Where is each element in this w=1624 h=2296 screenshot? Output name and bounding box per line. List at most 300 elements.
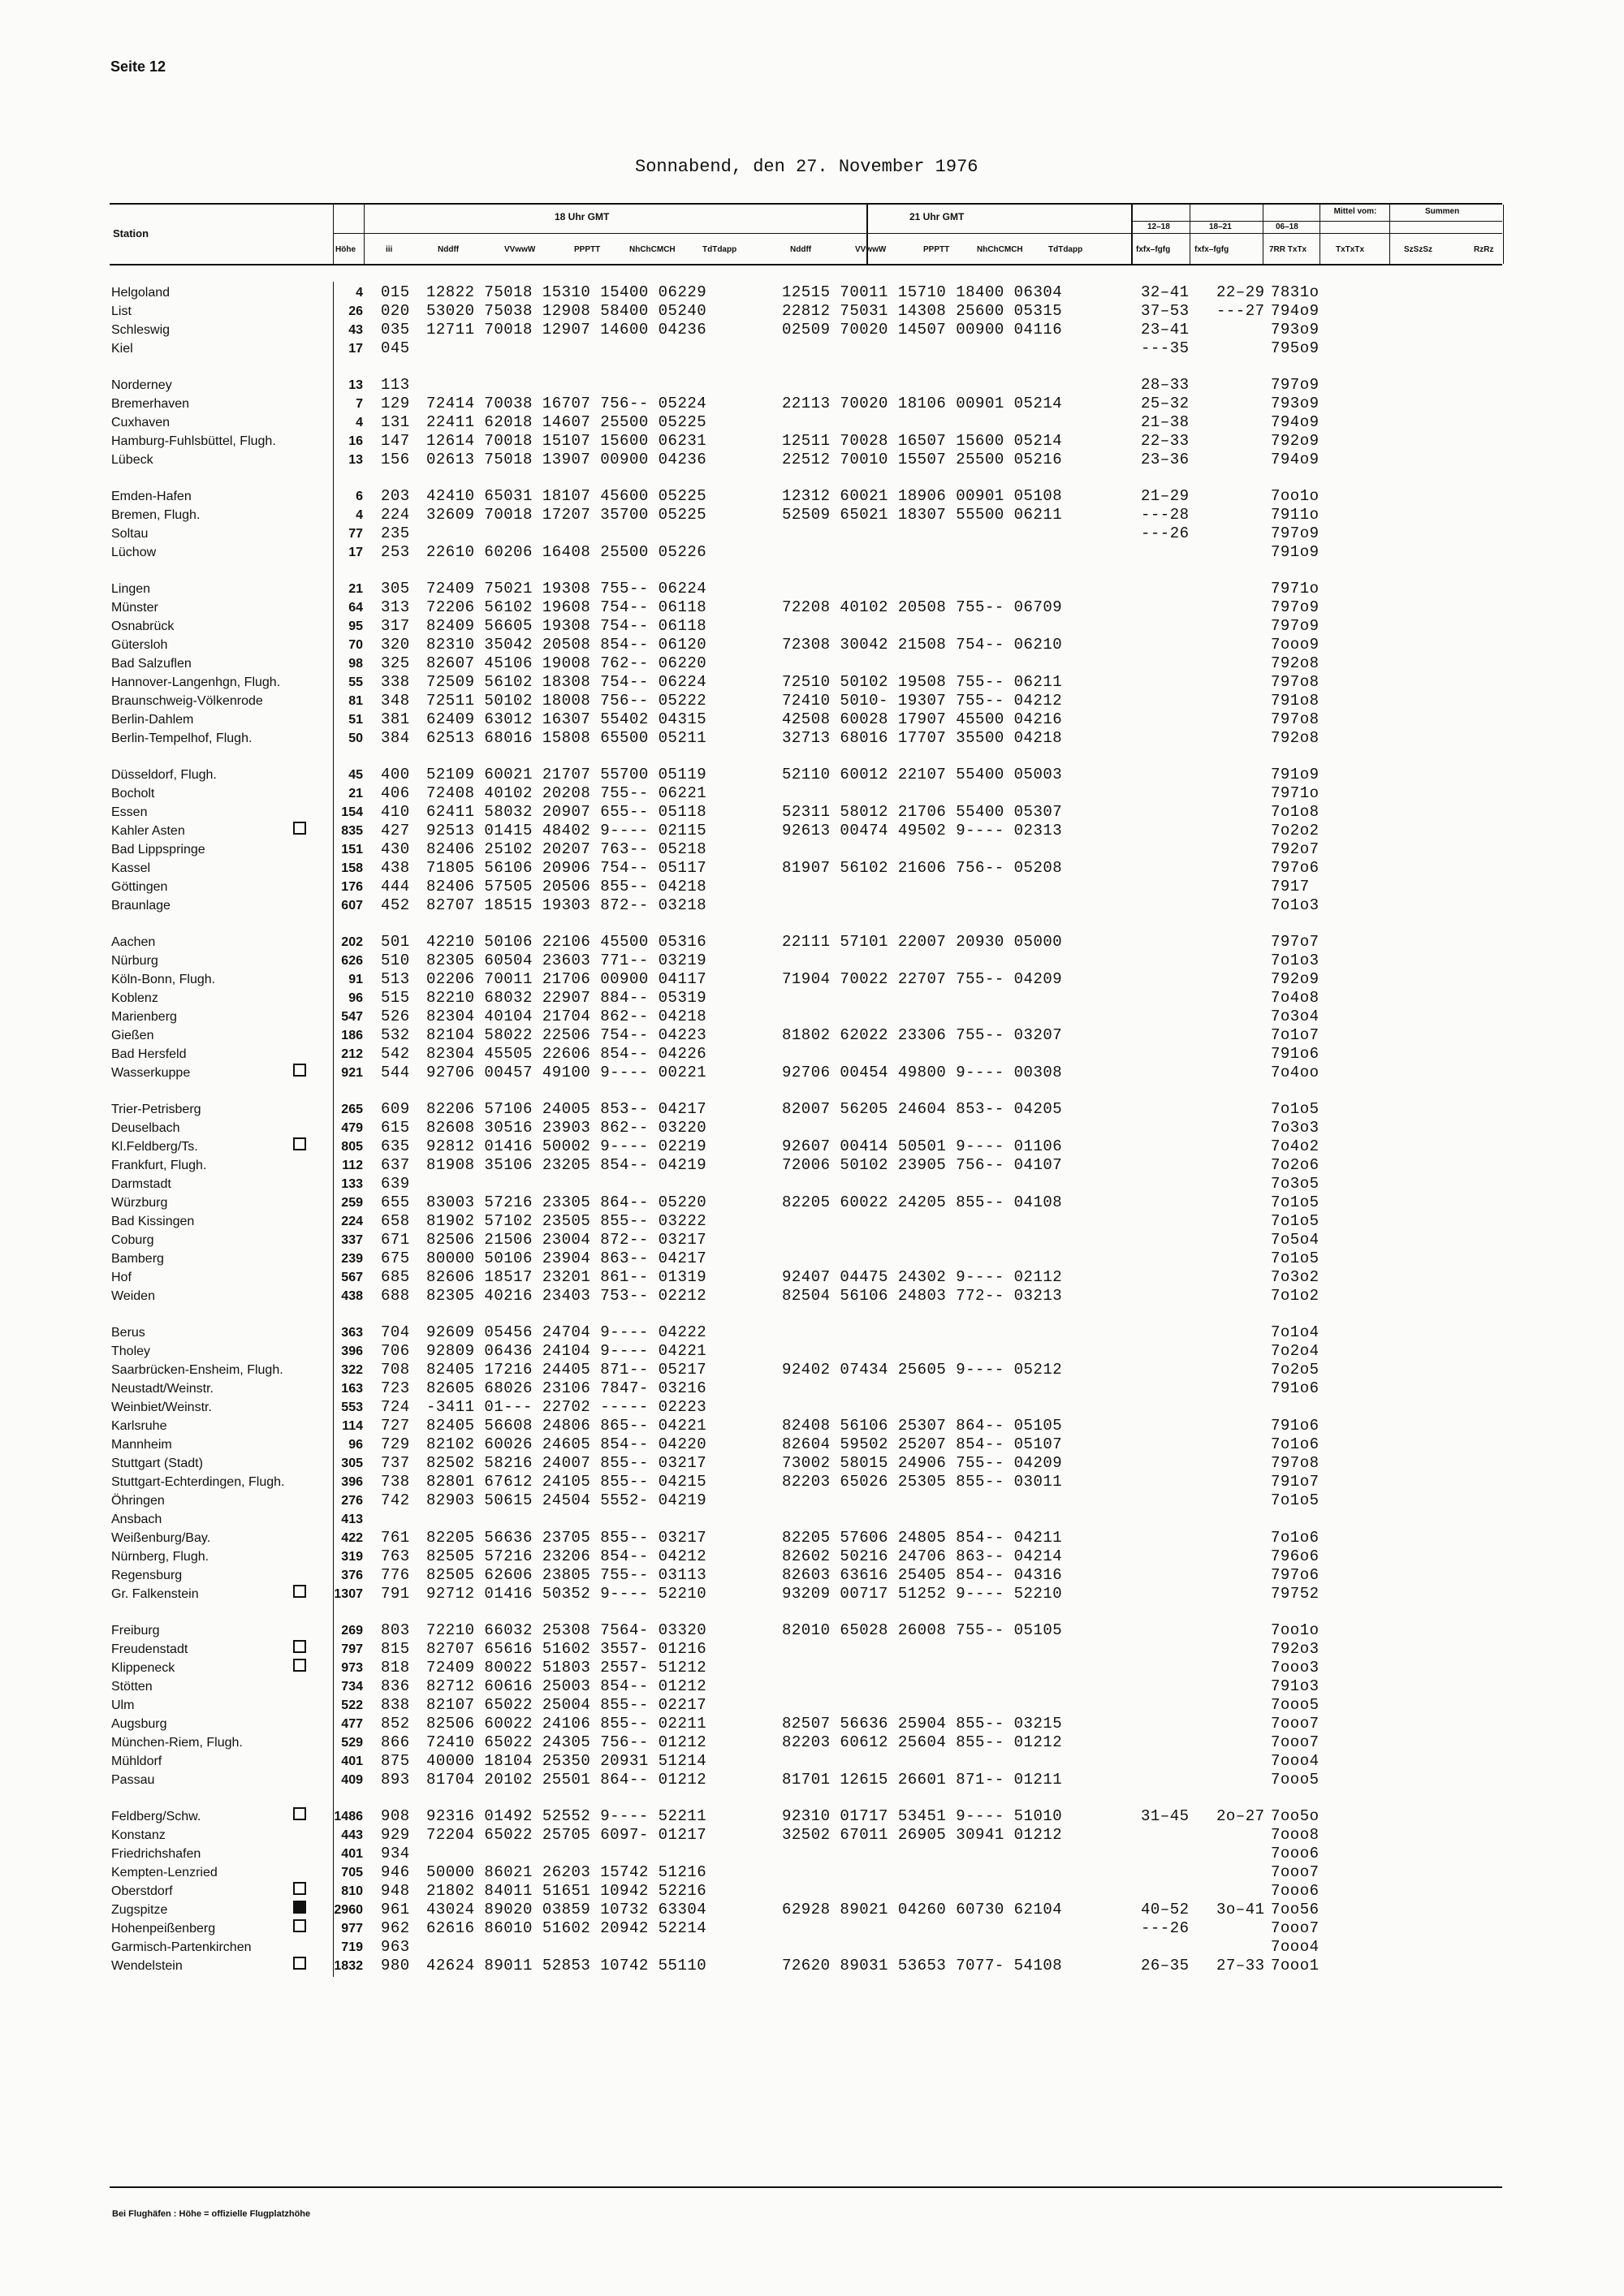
station-height: 224 xyxy=(341,1215,363,1228)
extremes-06-18: 791o3 xyxy=(1271,1677,1320,1695)
obs-18-gmt: 82506 60022 24106 855-- 02211 xyxy=(426,1715,707,1733)
station-name: Braunlage xyxy=(111,899,171,913)
station-name: Freiburg xyxy=(111,1624,160,1638)
extremes-06-18: 792o7 xyxy=(1271,840,1320,858)
station-name: Soltau xyxy=(111,527,149,541)
extremes-06-18: 7o1o7 xyxy=(1271,1026,1320,1044)
station-name: Osnabrück xyxy=(111,619,175,633)
obs-21-gmt: 82602 50216 24706 863-- 04214 xyxy=(782,1547,1063,1565)
extremes-06-18: 7o2o4 xyxy=(1271,1342,1320,1360)
table-row xyxy=(110,1287,1502,1306)
extremes-06-18: 791o9 xyxy=(1271,766,1320,783)
table-row xyxy=(110,1435,1502,1454)
table-row xyxy=(110,1771,1502,1789)
station-group xyxy=(110,1323,1502,1603)
table-row xyxy=(110,1901,1502,1919)
table-row xyxy=(110,302,1502,321)
station-name: Gr. Falkenstein xyxy=(111,1587,199,1601)
obs-21-gmt: 81701 12615 26601 871-- 01211 xyxy=(782,1771,1063,1789)
table-row xyxy=(110,1938,1502,1957)
station-number: 452 xyxy=(381,896,410,914)
obs-18-gmt: 82607 45106 19008 762-- 06220 xyxy=(426,654,707,672)
extremes-06-18: 7o2o2 xyxy=(1271,822,1320,839)
station-number: 526 xyxy=(381,1008,410,1025)
station-height: 396 xyxy=(341,1344,363,1358)
station-height: 805 xyxy=(341,1140,363,1154)
table-row xyxy=(110,1175,1502,1193)
station-height: 186 xyxy=(341,1029,363,1042)
station-name: Köln-Bonn, Flugh. xyxy=(111,973,216,986)
table-row xyxy=(110,413,1502,432)
table-row xyxy=(110,710,1502,729)
extremes-06-18: 7ooo6 xyxy=(1271,1845,1320,1862)
table-row xyxy=(110,1454,1502,1473)
station-number: 305 xyxy=(381,580,410,598)
table-row xyxy=(110,1119,1502,1137)
obs-18-gmt: 72210 66032 25308 7564- 03320 xyxy=(426,1621,707,1639)
group-21-header: 21 Uhr GMT xyxy=(909,211,965,222)
summen-sub-2: RzRz xyxy=(1474,245,1494,254)
station-height: 835 xyxy=(341,824,363,838)
table-row xyxy=(110,878,1502,896)
obs-18-gmt: 82409 56605 19308 754-- 06118 xyxy=(426,617,707,635)
station-number: 963 xyxy=(381,1938,410,1956)
station-number: 635 xyxy=(381,1137,410,1155)
station-height: 2960 xyxy=(334,1903,363,1917)
table-row xyxy=(110,1845,1502,1863)
station-height: 265 xyxy=(341,1103,363,1116)
extremes-06-18: 7o2o6 xyxy=(1271,1156,1320,1174)
station-height: 154 xyxy=(341,805,363,819)
station-height: 607 xyxy=(341,899,363,913)
obs-21-gmt: 42508 60028 17907 45500 04216 xyxy=(782,710,1063,728)
obs-18-gmt: 82502 58216 24007 855-- 03217 xyxy=(426,1454,707,1472)
station-height: 176 xyxy=(341,880,363,894)
station-height: 977 xyxy=(341,1922,363,1936)
extremes-06-18: 7971o xyxy=(1271,580,1320,598)
weather-table xyxy=(110,203,1502,1975)
station-number: 658 xyxy=(381,1212,410,1230)
station-height: 77 xyxy=(348,527,363,541)
obs-18-gmt: 50000 86021 26203 15742 51216 xyxy=(426,1863,707,1881)
station-name: Berus xyxy=(111,1326,145,1340)
table-row xyxy=(110,952,1502,970)
station-name: Marienberg xyxy=(111,1010,177,1024)
station-name: Saarbrücken-Ensheim, Flugh. xyxy=(111,1363,283,1377)
table-row xyxy=(110,1547,1502,1566)
table-row xyxy=(110,1752,1502,1771)
station-name: Weiden xyxy=(111,1289,155,1303)
station-name: Göttingen xyxy=(111,880,168,894)
period-18-21: 18–21 xyxy=(1209,222,1232,231)
obs-21-gmt: 82203 60612 25604 855-- 01212 xyxy=(782,1733,1063,1751)
obs-18-gmt: 82712 60616 25003 854-- 01212 xyxy=(426,1677,707,1695)
gust-12-18: 32–41 xyxy=(1141,283,1190,301)
extremes-06-18: 791o7 xyxy=(1271,1473,1320,1491)
obs-18-gmt: 71805 56106 20906 754-- 05117 xyxy=(426,859,707,877)
table-row xyxy=(110,803,1502,822)
table-row xyxy=(110,766,1502,784)
station-group xyxy=(110,1807,1502,1975)
station-number: 704 xyxy=(381,1323,410,1341)
station-number: 615 xyxy=(381,1119,410,1137)
extremes-06-18: 7o1o5 xyxy=(1271,1249,1320,1267)
station-number: 444 xyxy=(381,878,410,896)
obs-18-gmt: 72410 65022 24305 756-- 01212 xyxy=(426,1733,707,1751)
mountain-station-box-icon xyxy=(293,1137,306,1150)
gust-12-18: 40–52 xyxy=(1141,1901,1190,1918)
extremes-06-18: 7o5o4 xyxy=(1271,1231,1320,1249)
station-height: 810 xyxy=(341,1884,363,1898)
obs-18-gmt: 02613 75018 13907 00900 04236 xyxy=(426,451,707,468)
station-name: Kassel xyxy=(111,861,151,875)
station-number: 203 xyxy=(381,487,410,505)
extremes-06-18: 794o9 xyxy=(1271,451,1320,468)
col-21-tdtd: TdTdapp xyxy=(1048,245,1083,254)
table-row xyxy=(110,1491,1502,1510)
obs-18-gmt: 83003 57216 23305 864-- 05220 xyxy=(426,1193,707,1211)
station-name: Norderney xyxy=(111,378,172,392)
extremes-06-18: 7o1o5 xyxy=(1271,1212,1320,1230)
period-12-18-sub: fxfx–fgfg xyxy=(1136,245,1171,254)
obs-18-gmt: 82305 40216 23403 753-- 02212 xyxy=(426,1287,707,1305)
station-name: Braunschweig-Völkenrode xyxy=(111,694,263,708)
station-height: 413 xyxy=(341,1513,363,1526)
station-number: 131 xyxy=(381,413,410,431)
gust-18-21: 22–29 xyxy=(1216,283,1265,301)
mittel-header: Mittel vom: xyxy=(1333,207,1377,216)
station-height: 567 xyxy=(341,1271,363,1284)
extremes-06-18: 797o9 xyxy=(1271,598,1320,616)
obs-18-gmt: 82707 18515 19303 872-- 03218 xyxy=(426,896,707,914)
station-height: 45 xyxy=(348,768,363,782)
station-number: 852 xyxy=(381,1715,410,1733)
table-row xyxy=(110,1417,1502,1435)
obs-18-gmt: 82903 50615 24504 5552- 04219 xyxy=(426,1491,707,1509)
station-height: 734 xyxy=(341,1680,363,1694)
col-18-vvwww: VVwwW xyxy=(504,245,536,254)
gust-12-18: 28–33 xyxy=(1141,376,1190,394)
station-height: 17 xyxy=(348,546,363,559)
obs-21-gmt: 32713 68016 17707 35500 04218 xyxy=(782,729,1063,747)
station-height: 158 xyxy=(341,861,363,875)
obs-21-gmt: 32502 67011 26905 30941 01212 xyxy=(782,1826,1063,1844)
obs-18-gmt: 62409 63012 16307 55402 04315 xyxy=(426,710,707,728)
obs-18-gmt: 82608 30516 23903 862-- 03220 xyxy=(426,1119,707,1137)
extremes-06-18: 795o9 xyxy=(1271,339,1320,357)
extremes-06-18: 797o6 xyxy=(1271,859,1320,877)
table-row xyxy=(110,673,1502,692)
obs-18-gmt: 53020 75038 12908 58400 05240 xyxy=(426,302,707,320)
obs-18-gmt: 82801 67612 24105 855-- 04215 xyxy=(426,1473,707,1491)
table-row xyxy=(110,933,1502,952)
station-height: 363 xyxy=(341,1326,363,1340)
station-name: Lüchow xyxy=(111,546,157,559)
gust-18-21: 2o–27 xyxy=(1216,1807,1265,1825)
mountain-station-box-icon xyxy=(293,1919,306,1932)
station-name: Tholey xyxy=(111,1344,151,1358)
station-height: 305 xyxy=(341,1457,363,1470)
obs-18-gmt: 22610 60206 16408 25500 05226 xyxy=(426,543,707,561)
col-21-ppptt: PPPTT xyxy=(923,245,950,254)
station-height: 7 xyxy=(356,397,363,411)
extremes-06-18: 791o9 xyxy=(1271,543,1320,561)
station-name: Nürnberg, Flugh. xyxy=(111,1550,209,1564)
station-number: 727 xyxy=(381,1417,410,1435)
obs-18-gmt: 82605 68026 23106 7847- 03216 xyxy=(426,1379,707,1397)
table-row xyxy=(110,1957,1502,1975)
station-number: 501 xyxy=(381,933,410,951)
mittel-sub: TxTxTx xyxy=(1336,245,1365,254)
station-number: 384 xyxy=(381,729,410,747)
table-row xyxy=(110,1715,1502,1733)
table-row xyxy=(110,859,1502,878)
obs-21-gmt: 22111 57101 22007 20930 05000 xyxy=(782,933,1063,951)
table-row xyxy=(110,598,1502,617)
obs-18-gmt: 82304 45505 22606 854-- 04226 xyxy=(426,1045,707,1063)
obs-18-gmt: 82707 65616 51602 3557- 01216 xyxy=(426,1640,707,1658)
extremes-06-18: 7ooo7 xyxy=(1271,1733,1320,1751)
period-06-18: 06–18 xyxy=(1276,222,1298,231)
mountain-station-box-icon xyxy=(293,1807,306,1820)
station-name: Frankfurt, Flugh. xyxy=(111,1159,207,1172)
obs-18-gmt: 81704 20102 25501 864-- 01212 xyxy=(426,1771,707,1789)
page-label: Seite 12 xyxy=(110,58,166,75)
table-row xyxy=(110,1621,1502,1640)
station-name: Aachen xyxy=(111,935,156,949)
station-name: Cuxhaven xyxy=(111,416,171,429)
station-number: 655 xyxy=(381,1193,410,1211)
station-number: 542 xyxy=(381,1045,410,1063)
col-21-vvwww: VVwwW xyxy=(855,245,887,254)
gust-12-18: 21–38 xyxy=(1141,413,1190,431)
obs-18-gmt: 92316 01492 52552 9---- 52211 xyxy=(426,1807,707,1825)
table-row xyxy=(110,1100,1502,1119)
table-row xyxy=(110,822,1502,840)
station-number: 708 xyxy=(381,1361,410,1379)
station-group xyxy=(110,1621,1502,1789)
table-row xyxy=(110,1193,1502,1212)
mountain-station-box-icon xyxy=(293,1585,306,1598)
station-number: 045 xyxy=(381,339,410,357)
obs-18-gmt: 22411 62018 14607 25500 05225 xyxy=(426,413,707,431)
table-row xyxy=(110,1863,1502,1882)
station-height: 96 xyxy=(348,1438,363,1452)
extremes-06-18: 7o3o5 xyxy=(1271,1175,1320,1193)
station-height: 797 xyxy=(341,1642,363,1656)
station-height: 719 xyxy=(341,1940,363,1954)
station-number: 381 xyxy=(381,710,410,728)
station-name: Ulm xyxy=(111,1698,135,1712)
station-height: 705 xyxy=(341,1866,363,1880)
station-name: Mühldorf xyxy=(111,1754,162,1768)
obs-18-gmt: 82206 57106 24005 853-- 04217 xyxy=(426,1100,707,1118)
station-height: 4 xyxy=(356,286,363,300)
obs-21-gmt: 12312 60021 18906 00901 05108 xyxy=(782,487,1063,505)
gust-18-21: ---27 xyxy=(1216,302,1265,320)
extremes-06-18: 792o3 xyxy=(1271,1640,1320,1658)
table-row xyxy=(110,784,1502,803)
station-name: Kempten-Lenzried xyxy=(111,1866,218,1880)
obs-18-gmt: 82102 60026 24605 854-- 04220 xyxy=(426,1435,707,1453)
station-name: Bremerhaven xyxy=(111,397,190,411)
station-height: 626 xyxy=(341,954,363,968)
table-row xyxy=(110,321,1502,339)
extremes-06-18: 791o6 xyxy=(1271,1045,1320,1063)
station-name: Bad Lippspringe xyxy=(111,843,205,857)
obs-18-gmt: 82304 40104 21704 862-- 04218 xyxy=(426,1008,707,1025)
obs-18-gmt: 72511 50102 18008 756-- 05222 xyxy=(426,692,707,710)
station-name: Emden-Hafen xyxy=(111,490,192,503)
station-height: 43 xyxy=(348,323,363,337)
station-number: 639 xyxy=(381,1175,410,1193)
station-group xyxy=(110,580,1502,748)
table-body xyxy=(110,283,1502,1975)
station-name: München-Riem, Flugh. xyxy=(111,1736,243,1750)
station-height: 98 xyxy=(348,657,363,671)
station-name: Gütersloh xyxy=(111,638,168,652)
station-name: Düsseldorf, Flugh. xyxy=(111,768,217,782)
gust-12-18: ---26 xyxy=(1141,524,1190,542)
col-18-nddff: Nddff xyxy=(438,245,460,254)
extremes-06-18: 797o9 xyxy=(1271,376,1320,394)
station-number: 737 xyxy=(381,1454,410,1472)
table-row xyxy=(110,1640,1502,1659)
extremes-06-18: 7ooo8 xyxy=(1271,1826,1320,1844)
station-name: Würzburg xyxy=(111,1196,168,1210)
obs-18-gmt: -3411 01--- 22702 ----- 02223 xyxy=(426,1398,707,1416)
station-number: 761 xyxy=(381,1529,410,1547)
station-height: 81 xyxy=(348,694,363,708)
station-height: 64 xyxy=(348,601,363,615)
extremes-06-18: 7o4oo xyxy=(1271,1064,1320,1081)
table-row xyxy=(110,636,1502,654)
station-number: 838 xyxy=(381,1696,410,1714)
extremes-06-18: 794o9 xyxy=(1271,413,1320,431)
obs-21-gmt: 82007 56205 24604 853-- 04205 xyxy=(782,1100,1063,1118)
col-18-nhch: NhChCMCH xyxy=(629,245,676,254)
station-height: 409 xyxy=(341,1773,363,1787)
extremes-06-18: 794o9 xyxy=(1271,302,1320,320)
station-name: Nürburg xyxy=(111,954,158,968)
extremes-06-18: 7971o xyxy=(1271,784,1320,802)
station-name: Helgoland xyxy=(111,286,171,300)
table-row xyxy=(110,1659,1502,1677)
station-height: 522 xyxy=(341,1698,363,1712)
obs-18-gmt: 12711 70018 12907 14600 04236 xyxy=(426,321,707,339)
station-number: 532 xyxy=(381,1026,410,1044)
station-number: 818 xyxy=(381,1659,410,1677)
bottom-rule xyxy=(110,2186,1502,2188)
obs-18-gmt: 62411 58032 20907 655-- 05118 xyxy=(426,803,707,821)
mountain-station-box-icon xyxy=(293,1957,306,1970)
station-name: Kiel xyxy=(111,342,133,356)
obs-21-gmt: 12511 70028 16507 15600 05214 xyxy=(782,432,1063,450)
obs-21-gmt: 82504 56106 24803 772-- 03213 xyxy=(782,1287,1063,1305)
station-number: 015 xyxy=(381,283,410,301)
obs-18-gmt: 42410 65031 18107 45600 05225 xyxy=(426,487,707,505)
obs-21-gmt: 82408 56106 25307 864-- 05105 xyxy=(782,1417,1063,1435)
station-name: Friedrichshafen xyxy=(111,1847,201,1861)
group-18-header: 18 Uhr GMT xyxy=(555,211,610,222)
col-18-ppptt: PPPTT xyxy=(574,245,601,254)
obs-21-gmt: 22812 75031 14308 25600 05315 xyxy=(782,302,1063,320)
station-height: 114 xyxy=(342,1419,363,1433)
extremes-06-18: 7oo5o xyxy=(1271,1807,1320,1825)
station-name: Berlin-Dahlem xyxy=(111,713,194,727)
gust-12-18: 26–35 xyxy=(1141,1957,1190,1974)
obs-21-gmt: 22113 70020 18106 00901 05214 xyxy=(782,395,1063,412)
table-row xyxy=(110,896,1502,915)
station-number: 675 xyxy=(381,1249,410,1267)
obs-21-gmt: 02509 70020 14507 00900 04116 xyxy=(782,321,1063,339)
extremes-06-18: 791o6 xyxy=(1271,1417,1320,1435)
extremes-06-18: 792o8 xyxy=(1271,729,1320,747)
station-group xyxy=(110,933,1502,1082)
station-name: Oberstdorf xyxy=(111,1884,173,1898)
station-number: 948 xyxy=(381,1882,410,1900)
station-number: 803 xyxy=(381,1621,410,1639)
table-row xyxy=(110,1268,1502,1287)
period-06-18-sub: 7RR TxTx xyxy=(1269,245,1307,254)
station-name: Hohenpeißenberg xyxy=(111,1922,216,1936)
station-name: Bremen, Flugh. xyxy=(111,508,201,522)
obs-21-gmt: 81802 62022 23306 755-- 03207 xyxy=(782,1026,1063,1044)
table-row xyxy=(110,1529,1502,1547)
station-number: 980 xyxy=(381,1957,410,1974)
station-number: 866 xyxy=(381,1733,410,1751)
extremes-06-18: 7ooo7 xyxy=(1271,1919,1320,1937)
extremes-06-18: 79752 xyxy=(1271,1585,1320,1603)
date-line: Sonnabend, den 27. November 1976 xyxy=(635,157,978,177)
station-height: 438 xyxy=(341,1289,363,1303)
obs-21-gmt: 82604 59502 25207 854-- 05107 xyxy=(782,1435,1063,1453)
station-height: 6 xyxy=(356,490,363,503)
station-name: Kahler Asten xyxy=(111,824,185,838)
station-number: 815 xyxy=(381,1640,410,1658)
obs-18-gmt: 21802 84011 51651 10942 52216 xyxy=(426,1882,707,1900)
station-height: 396 xyxy=(341,1475,363,1489)
station-height: 133 xyxy=(341,1177,363,1191)
station-name: Bad Kissingen xyxy=(111,1215,195,1228)
obs-18-gmt: 92513 01415 48402 9---- 02115 xyxy=(426,822,707,839)
station-name: Kl.Feldberg/Ts. xyxy=(111,1140,198,1154)
obs-21-gmt: 72410 5010- 19307 755-- 04212 xyxy=(782,692,1063,710)
gust-18-21: 3o–41 xyxy=(1216,1901,1265,1918)
obs-21-gmt: 72620 89031 53653 7077- 54108 xyxy=(782,1957,1063,1974)
obs-21-gmt: 92613 00474 49502 9---- 02313 xyxy=(782,822,1063,839)
obs-18-gmt: 82205 56636 23705 855-- 03217 xyxy=(426,1529,707,1547)
obs-18-gmt: 92609 05456 24704 9---- 04222 xyxy=(426,1323,707,1341)
table-row xyxy=(110,729,1502,748)
gust-18-21: 27–33 xyxy=(1216,1957,1265,1974)
station-number: 961 xyxy=(381,1901,410,1918)
obs-18-gmt: 32609 70018 17207 35700 05225 xyxy=(426,506,707,524)
station-number: 776 xyxy=(381,1566,410,1584)
extremes-06-18: 7ooo1 xyxy=(1271,1957,1320,1974)
table-row xyxy=(110,617,1502,636)
station-height: 319 xyxy=(341,1550,363,1564)
station-height: 51 xyxy=(348,713,363,727)
station-name: Gießen xyxy=(111,1029,154,1042)
obs-18-gmt: 82406 25102 20207 763-- 05218 xyxy=(426,840,707,858)
table-row xyxy=(110,1249,1502,1268)
obs-18-gmt: 92706 00457 49100 9---- 00221 xyxy=(426,1064,707,1081)
gust-12-18: 25–32 xyxy=(1141,395,1190,412)
obs-21-gmt: 82507 56636 25904 855-- 03215 xyxy=(782,1715,1063,1733)
gust-12-18: ---28 xyxy=(1141,506,1190,524)
station-height: 163 xyxy=(341,1382,363,1396)
